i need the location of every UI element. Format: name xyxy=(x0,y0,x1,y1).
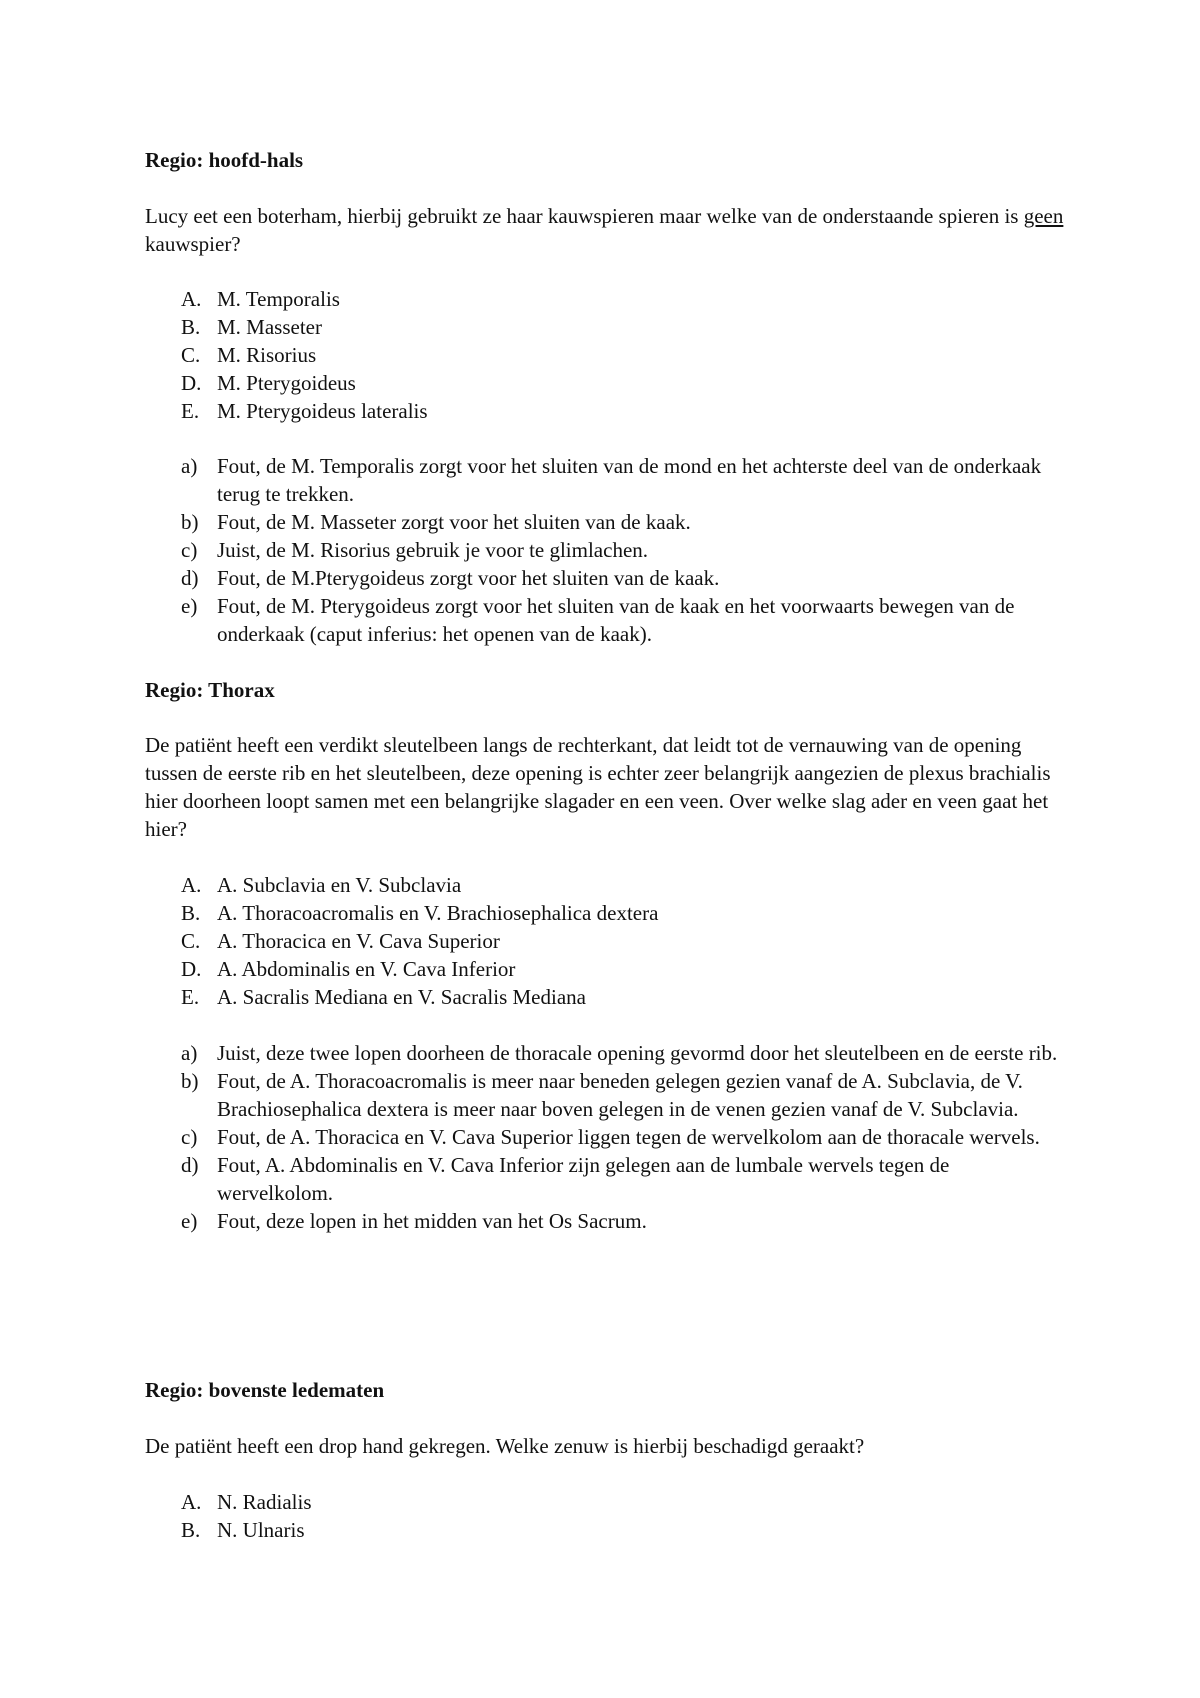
answer-text: Fout, de M. Temporalis zorgt voor het sluiten van de mond en het achterste deel van de onderkaak terug te trekken. xyxy=(217,454,1042,506)
option-marker: A. xyxy=(181,873,202,897)
answer-item xyxy=(145,1067,1065,1123)
option-text: M. Risorius xyxy=(217,343,317,367)
answer-item xyxy=(145,1151,1065,1207)
option-text: M. Pterygoideus xyxy=(217,371,356,395)
option-text: A. Thoracica en V. Cava Superior xyxy=(217,929,500,953)
section-heading: Regio: hoofd-hals xyxy=(145,148,304,172)
question-emphasis: geen xyxy=(1023,204,1064,228)
option-text: A. Sacralis Mediana en V. Sacralis Mediana xyxy=(217,985,586,1009)
option-item xyxy=(145,341,1065,369)
answer-marker: c) xyxy=(181,1125,198,1149)
options-list xyxy=(145,871,1065,1011)
answer-item xyxy=(145,592,1065,648)
option-text: M. Pterygoideus lateralis xyxy=(217,399,428,423)
answer-text: Juist, de M. Risorius gebruik je voor te glimlachen. xyxy=(217,538,649,562)
answer-marker: e) xyxy=(181,594,198,618)
option-item xyxy=(145,955,1065,983)
option-marker: E. xyxy=(181,399,200,423)
option-item xyxy=(145,1516,1065,1544)
option-item xyxy=(145,899,1065,927)
question-text-part: Lucy eet een boterham, hierbij gebruikt ze haar kauwspieren maar welke van de onderstaande spieren is xyxy=(145,204,1024,228)
option-marker: A. xyxy=(181,1490,202,1514)
options-list xyxy=(145,285,1065,425)
option-marker: D. xyxy=(181,957,202,981)
option-marker: C. xyxy=(181,343,201,367)
answer-text: Fout, deze lopen in het midden van het Os Sacrum. xyxy=(217,1209,647,1233)
option-marker: D. xyxy=(181,371,202,395)
answer-text: Fout, A. Abdominalis en V. Cava Inferior zijn gelegen aan de lumbale wervels tegen de wervelkolom. xyxy=(217,1153,950,1205)
option-text: A. Thoracoacromalis en V. Brachiosephalica dextera xyxy=(217,901,659,925)
option-item xyxy=(145,983,1065,1011)
question-text: De patiënt heeft een drop hand gekregen. Welke zenuw is hierbij beschadigd geraakt? xyxy=(145,1434,865,1458)
answer-item xyxy=(145,1039,1065,1067)
answer-text: Fout, de M.Pterygoideus zorgt voor het sluiten van de kaak. xyxy=(217,566,720,590)
answer-marker: c) xyxy=(181,538,198,562)
option-marker: B. xyxy=(181,315,201,339)
section-heading: Regio: bovenste ledematen xyxy=(145,1378,385,1402)
question-text-part: kauwspier? xyxy=(145,232,241,256)
question-text xyxy=(145,202,1065,258)
answer-item xyxy=(145,536,1065,564)
option-item xyxy=(145,285,1065,313)
question-text: De patiënt heeft een verdikt sleutelbeen langs de rechterkant, dat leidt tot de vernauwing van de opening tussen de eerste rib en het sleutelbeen, deze opening is echter zeer belangrijk aangezien de plexus brachialis hier doorheen loopt samen met een belangrijke slagader en een veen. Over welke slag ader en veen gaat het hier? xyxy=(145,733,1051,841)
answer-text: Juist, deze twee lopen doorheen de thoracale opening gevormd door het sleutelbeen en de eerste rib. xyxy=(217,1041,1058,1065)
answer-text: Fout, de M. Pterygoideus zorgt voor het sluiten van de kaak en het voorwaarts bewegen van de onderkaak (caput inferius: het openen van de kaak). xyxy=(217,594,1015,646)
option-text: A. Subclavia en V. Subclavia xyxy=(217,873,462,897)
answer-marker: a) xyxy=(181,1041,198,1065)
answer-marker: e) xyxy=(181,1209,198,1233)
section-heading: Regio: Thorax xyxy=(145,678,275,702)
option-text: M. Temporalis xyxy=(217,287,340,311)
answer-marker: a) xyxy=(181,454,198,478)
option-text: N. Ulnaris xyxy=(217,1518,305,1542)
answer-marker: b) xyxy=(181,510,199,534)
answer-item xyxy=(145,1123,1065,1151)
option-item xyxy=(145,369,1065,397)
answer-item xyxy=(145,564,1065,592)
option-marker: B. xyxy=(181,1518,201,1542)
option-marker: C. xyxy=(181,929,201,953)
answer-marker: b) xyxy=(181,1069,199,1093)
option-item xyxy=(145,1488,1065,1516)
answer-item xyxy=(145,452,1065,508)
option-text: A. Abdominalis en V. Cava Inferior xyxy=(217,957,516,981)
option-item xyxy=(145,397,1065,425)
option-text: N. Radialis xyxy=(217,1490,312,1514)
answer-marker: d) xyxy=(181,1153,199,1177)
answer-item xyxy=(145,1207,1065,1235)
answer-text: Fout, de M. Masseter zorgt voor het sluiten van de kaak. xyxy=(217,510,691,534)
options-list xyxy=(145,1488,1065,1544)
option-marker: B. xyxy=(181,901,201,925)
option-marker: A. xyxy=(181,287,202,311)
option-item xyxy=(145,927,1065,955)
answer-item xyxy=(145,508,1065,536)
option-marker: E. xyxy=(181,985,200,1009)
answer-text: Fout, de A. Thoracoacromalis is meer naar beneden gelegen gezien vanaf de A. Subclavia, de V. Brachiosephalica dextera is meer naar boven gelegen in de venen gezien vanaf de V. Subclavia. xyxy=(217,1069,1023,1121)
answer-text: Fout, de A. Thoracica en V. Cava Superior liggen tegen de wervelkolom aan de thoracale wervels. xyxy=(217,1125,1040,1149)
answers-list xyxy=(145,452,1065,648)
option-text: M. Masseter xyxy=(217,315,322,339)
option-item xyxy=(145,313,1065,341)
option-item xyxy=(145,871,1065,899)
answers-list xyxy=(145,1039,1065,1235)
answer-marker: d) xyxy=(181,566,199,590)
